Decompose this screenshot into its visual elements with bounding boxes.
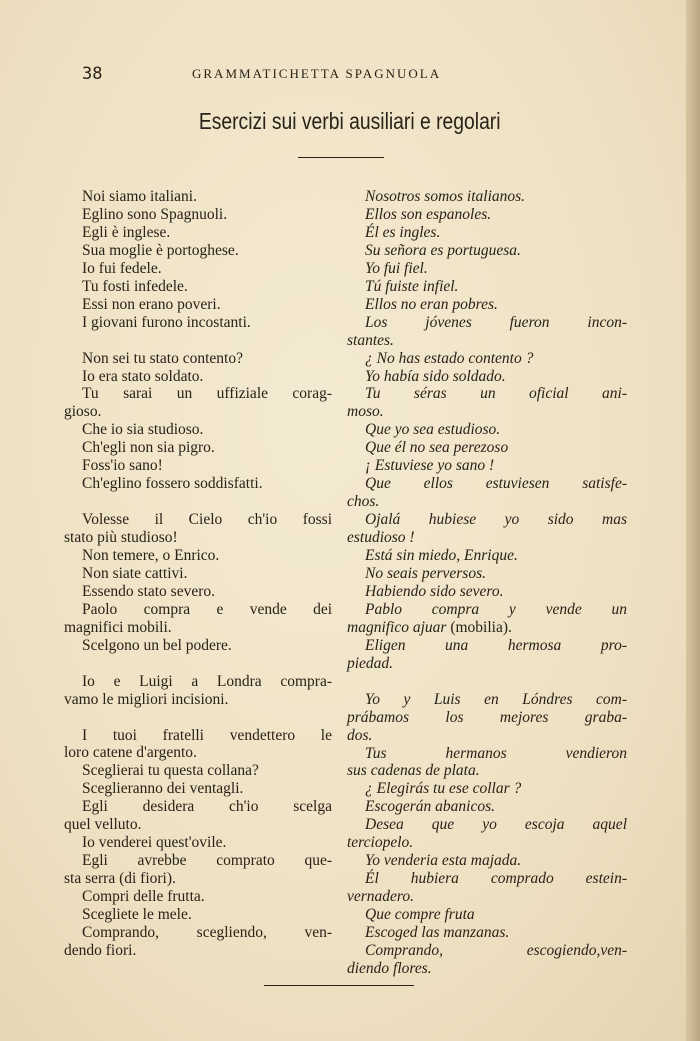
spanish-line: Tu séras un oficial ani- <box>365 385 627 403</box>
spanish-line: Su señora es portuguesa. <box>365 241 521 259</box>
spanish-line: ¡ Estuviese yo sano ! <box>365 457 495 475</box>
italian-line: Non temere, o Enrico. <box>82 547 220 565</box>
italian-line: Comprando, scegliendo, ven- <box>82 924 332 942</box>
running-title: GRAMMATICHETTA SPAGNUOLA <box>192 66 442 81</box>
italian-line: Compri delle frutta. <box>82 888 205 906</box>
spanish-line: Yo venderia esta majada. <box>365 852 522 870</box>
italian-line: Ch'eglino fossero soddisfatti. <box>82 475 263 493</box>
spanish-line: dos. <box>347 726 373 744</box>
italian-line: magnifici mobili. <box>64 618 172 636</box>
spanish-line: Yo fui fiel. <box>365 259 428 277</box>
spanish-line: stantes. <box>347 331 394 349</box>
spanish-line: Que yo sea estudioso. <box>365 421 501 439</box>
spanish-column <box>347 188 627 978</box>
spanish-line: Escoged las manzanas. <box>365 924 510 942</box>
italian-line: Paolo compra e vende dei <box>82 600 332 618</box>
spanish-line: Que él no sea perezoso <box>365 439 509 457</box>
italian-line: Io venderei quest'ovile. <box>82 834 227 852</box>
italian-line: Eglino sono Spagnuoli. <box>82 205 228 223</box>
spanish-line: Yo había sido soldado. <box>365 367 506 385</box>
spanish-line: Los jóvenes fueron incon- <box>365 313 627 331</box>
page-number: 38 <box>82 64 103 84</box>
page-edge <box>686 0 700 1041</box>
spanish-line: ¿ Elegirás tu ese collar ? <box>365 780 522 798</box>
italian-line: Egli è inglese. <box>82 223 171 241</box>
spanish-line: terciopelo. <box>347 834 414 852</box>
title-divider <box>298 157 384 158</box>
italian-line: Io fui fedele. <box>82 259 162 277</box>
italian-line: Non sei tu stato contento? <box>82 349 243 367</box>
spanish-line: No seais perversos. <box>365 565 486 583</box>
italian-line: Egli desidera ch'io scelga <box>82 798 332 816</box>
spanish-line: Que ellos estuviesen satisfe- <box>365 475 627 493</box>
italian-line: Ch'egli non sia pigro. <box>82 439 215 457</box>
spanish-line: Tú fuiste infiel. <box>365 277 459 295</box>
italian-column <box>64 188 332 960</box>
italian-line: Sceglieranno dei ventagli. <box>82 780 244 798</box>
spanish-line: Ojalá hubiese yo sido mas <box>365 511 627 529</box>
spanish-line: Escogerán abanicos. <box>365 798 496 816</box>
spanish-line: sus cadenas de plata. <box>347 762 480 780</box>
spanish-line <box>347 619 627 637</box>
italian-line: Sceglierai tu questa collana? <box>82 762 259 780</box>
spanish-line: Desea que yo escoja aquel <box>365 816 627 834</box>
italian-line: Essendo stato severo. <box>82 582 216 600</box>
italian-line: I tuoi fratelli vendettero le <box>82 726 332 744</box>
italian-line: vamo le migliori incisioni. <box>64 690 229 708</box>
section-title: Esercizi sui verbi ausiliari e regolari <box>198 108 501 134</box>
spanish-line: estudioso ! <box>347 529 415 547</box>
spanish-line: Pablo compra y vende un <box>365 600 627 618</box>
italian-line: Non siate cattivi. <box>82 564 188 582</box>
spanish-line: Ellos no eran pobres. <box>365 295 498 313</box>
italian-line: Volesse il Cielo ch'io fossi <box>82 511 332 529</box>
italian-line: Egli avrebbe comprato que- <box>82 852 332 870</box>
spanish-line: Él es ingles. <box>365 223 441 241</box>
italian-line: Tu sarai un uffiziale corag- <box>82 385 332 403</box>
italian-line: gioso. <box>64 403 102 421</box>
italian-line: Sua moglie è portoghese. <box>82 241 239 259</box>
spanish-line: ¿ No has estado contento ? <box>365 349 534 367</box>
italian-line: Io e Luigi a Londra compra- <box>82 672 332 690</box>
spanish-line: Habiendo sido severo. <box>365 582 504 600</box>
spanish-line: Que compre fruta <box>365 906 475 924</box>
bottom-divider <box>264 985 414 986</box>
italian-line: Essi non erano poveri. <box>82 295 221 313</box>
spanish-line: Está sin miedo, Enrique. <box>365 547 518 565</box>
spanish-line: vernadero. <box>347 888 415 906</box>
spanish-line: prábamos los mejores graba- <box>347 708 627 726</box>
spanish-line: Ellos son espanoles. <box>365 205 492 223</box>
italian-line: I giovani furono incostanti. <box>82 313 251 331</box>
spanish-line: Tus hermanos vendieron <box>365 744 627 762</box>
italian-line: dendo fiori. <box>64 941 137 959</box>
italian-line: Noi siamo italiani. <box>82 188 197 205</box>
italian-line: Tu fosti infedele. <box>82 277 188 295</box>
spanish-line: moso. <box>347 403 384 421</box>
spanish-line-italic: magnifico ajuar <box>347 618 447 636</box>
italian-line: loro catene d'argento. <box>64 744 197 762</box>
spanish-line: Comprando, escogiendo,ven- <box>365 942 627 960</box>
italian-line: Scegliete le mele. <box>82 906 192 924</box>
italian-line: Che io sia studioso. <box>82 421 204 439</box>
spanish-line: piedad. <box>347 654 394 672</box>
italian-line: quel velluto. <box>64 816 142 834</box>
spanish-line: diendo flores. <box>347 959 432 977</box>
spanish-line: chos. <box>347 493 380 511</box>
spanish-line: Nosotros somos italianos. <box>365 188 526 205</box>
spanish-line-gloss: (mobilia). <box>450 618 512 636</box>
spanish-line: Yo y Luis en Lóndres com- <box>365 690 627 708</box>
italian-line: stato più studioso! <box>64 529 178 547</box>
italian-line: Io era stato soldato. <box>82 367 204 385</box>
italian-line: Foss'io sano! <box>82 457 163 475</box>
italian-line: sta serra (di fiori). <box>64 870 176 888</box>
italian-line: Scelgono un bel podere. <box>82 636 232 654</box>
spanish-line: Él hubiera comprado estein- <box>365 870 627 888</box>
spanish-line: Eligen una hermosa pro- <box>365 636 627 654</box>
